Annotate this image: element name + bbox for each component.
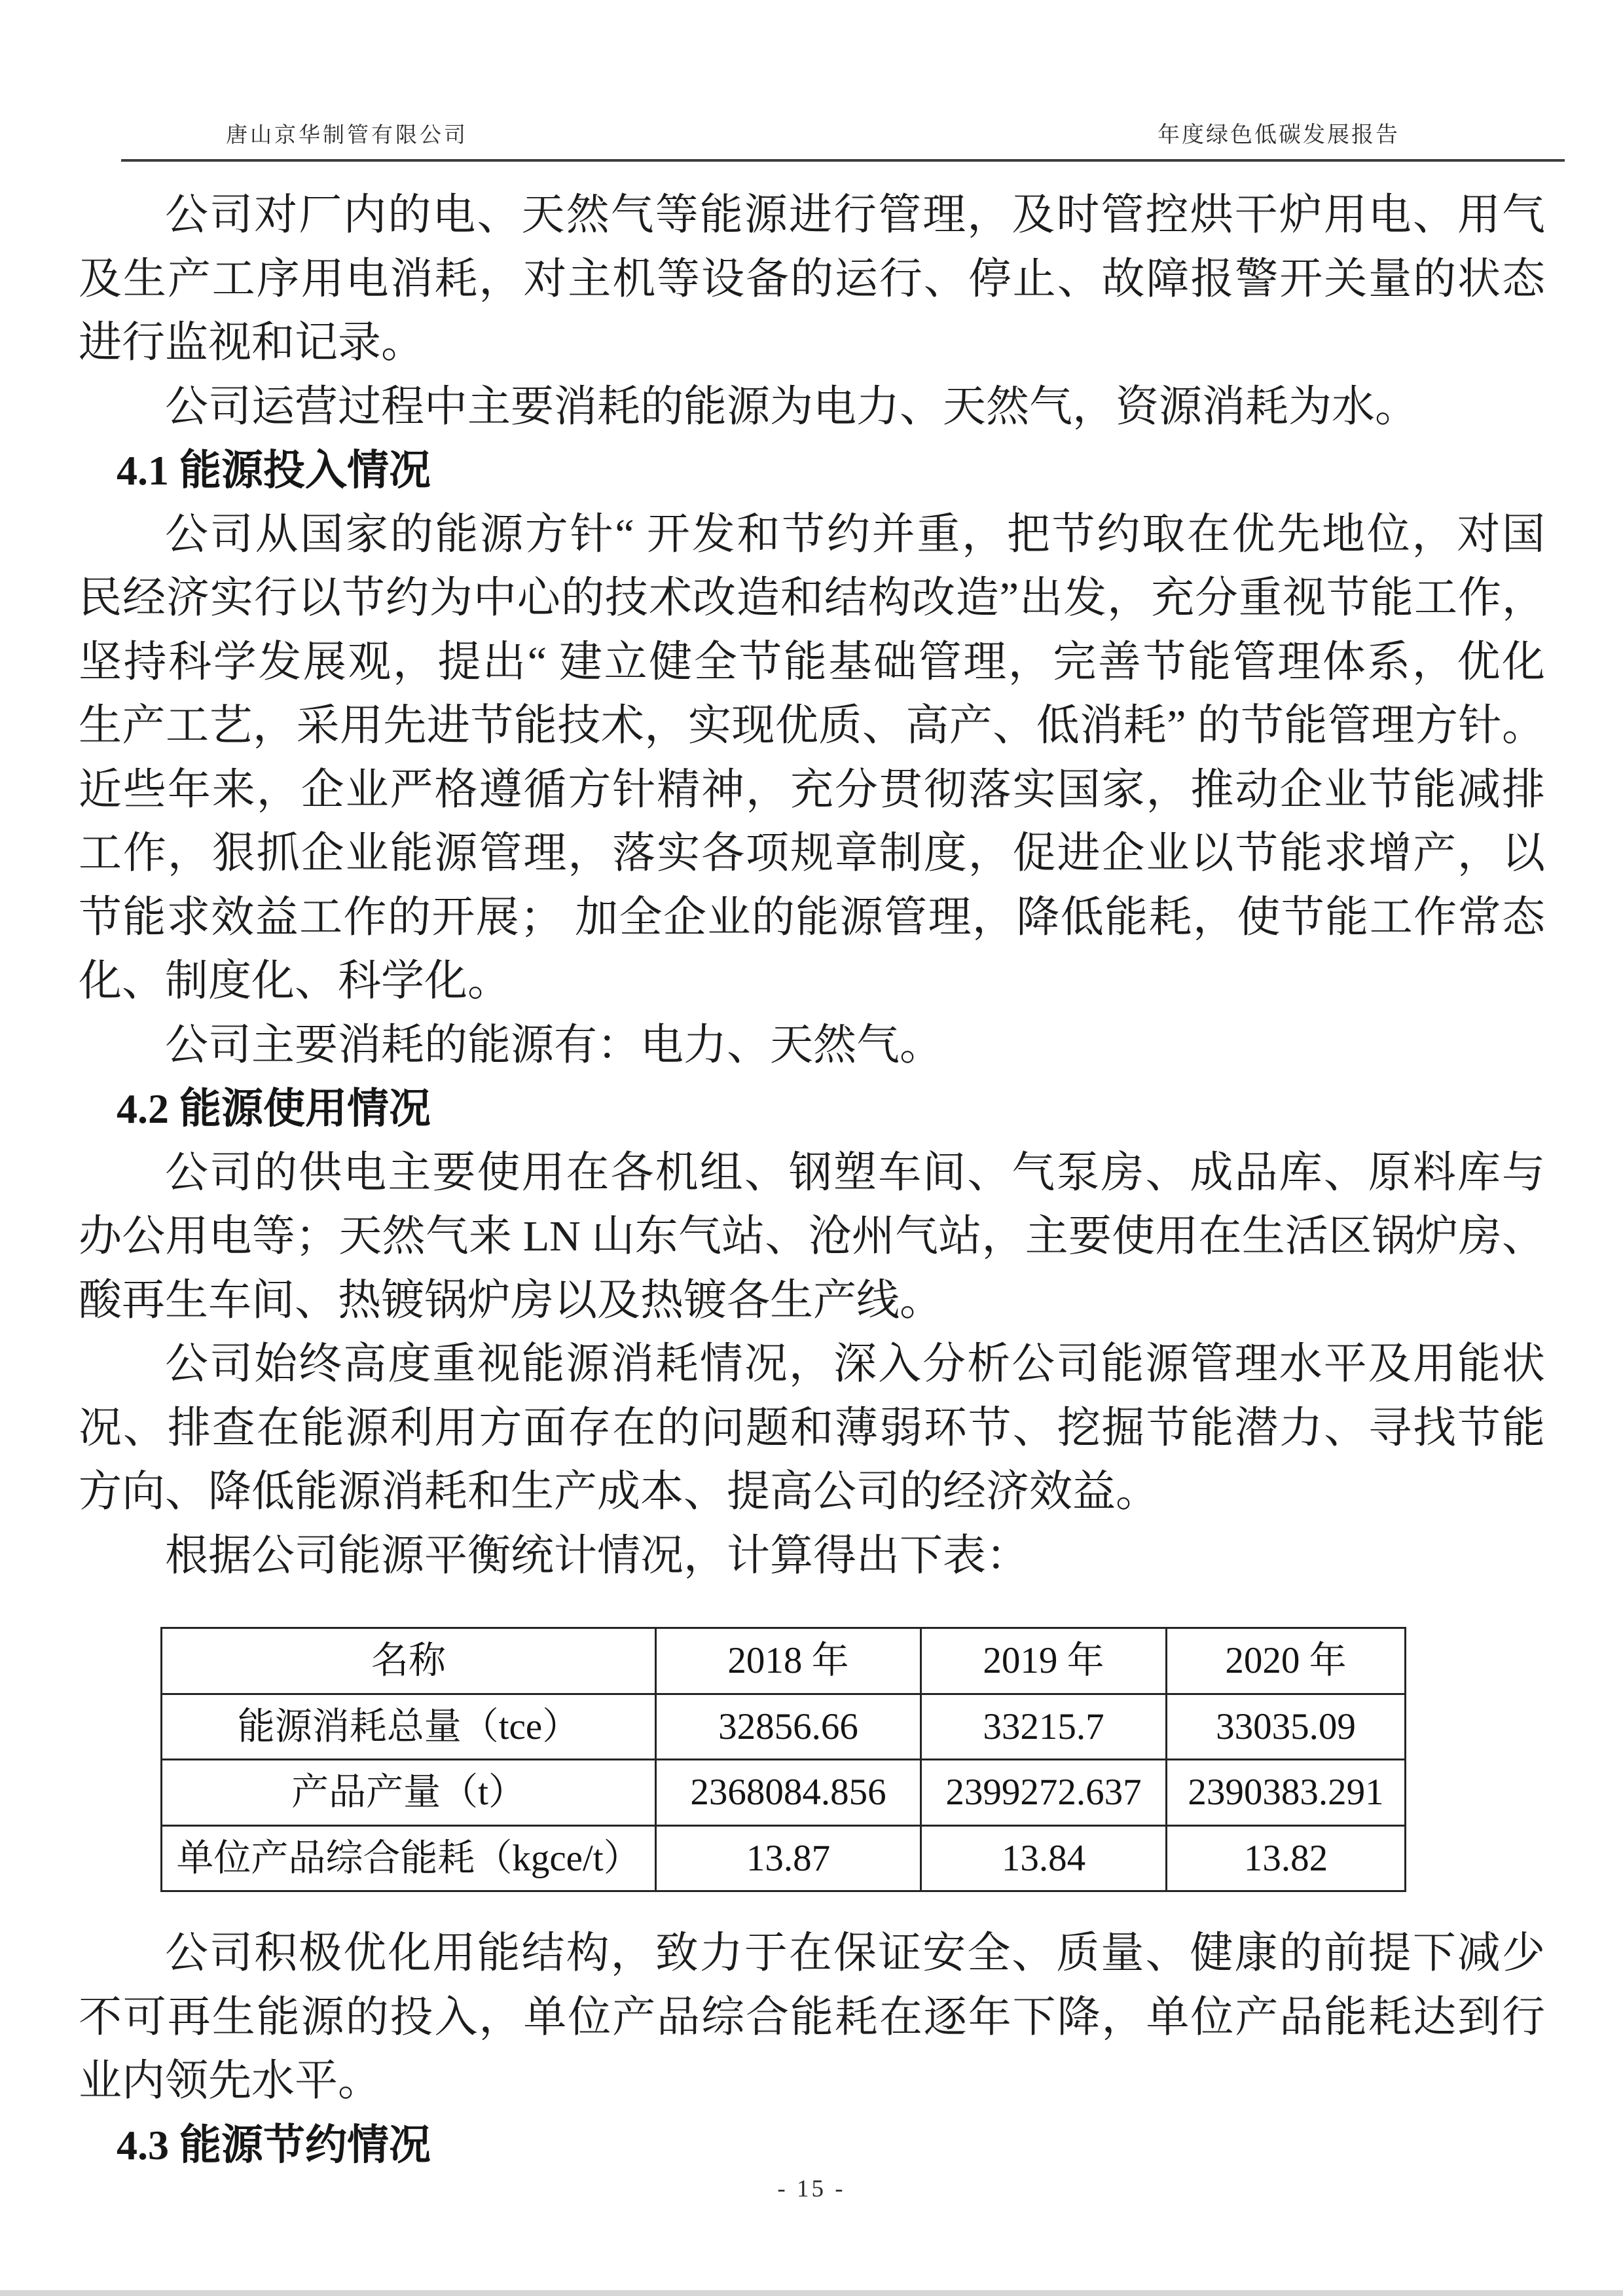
paragraph bbox=[79, 1141, 1545, 1333]
paragraph bbox=[79, 503, 1545, 1013]
table-cell: 32856.66 bbox=[656, 1694, 921, 1760]
paragraph-line: 生产工艺，采用先进节能技术，实现优质、高产、低消耗” 的节能管理方针。 bbox=[79, 702, 1545, 750]
page-body bbox=[79, 183, 1545, 2177]
paragraph bbox=[79, 375, 1545, 439]
section-heading-4-2: 4.2 能源使用情况 bbox=[117, 1085, 431, 1132]
scanner-edge-artifact bbox=[0, 2290, 1623, 2296]
section-heading-4-3: 4.3 能源节约情况 bbox=[117, 2121, 431, 2168]
paragraph-line: 不可再生能源的投入，单位产品综合能耗在逐年下降，单位产品能耗达到行 bbox=[79, 1993, 1545, 2041]
paragraph-line: 公司积极优化用能结构，致力于在保证安全、质量、健康的前提下减少 bbox=[165, 1929, 1545, 1977]
paragraph-line: 化、制度化、科学化。 bbox=[79, 957, 511, 1005]
table-row-label: 能源消耗总量（tce） bbox=[162, 1694, 656, 1760]
header-divider bbox=[121, 159, 1565, 162]
page-number: - 15 - bbox=[777, 2176, 846, 2202]
table-header-row bbox=[162, 1628, 1406, 1694]
table-row-label: 产品产量（t） bbox=[162, 1760, 656, 1826]
paragraph-line: 进行监视和记录。 bbox=[79, 319, 424, 367]
paragraph-line: 近些年来，企业严格遵循方针精神，充分贯彻落实国家，推动企业节能减排 bbox=[79, 765, 1545, 814]
table-column-header: 2020 年 bbox=[1167, 1628, 1406, 1694]
table-cell: 33035.09 bbox=[1167, 1694, 1406, 1760]
table-row bbox=[162, 1825, 1406, 1891]
header-company-name: 唐山京华制管有限公司 bbox=[226, 124, 468, 147]
paragraph-line: 业内领先水平。 bbox=[79, 2057, 381, 2105]
table-cell: 13.82 bbox=[1167, 1825, 1406, 1891]
paragraph-line: 公司始终高度重视能源消耗情况，深入分析公司能源管理水平及用能状 bbox=[165, 1340, 1545, 1388]
table-column-header: 2019 年 bbox=[921, 1628, 1167, 1694]
energy-balance-table bbox=[160, 1627, 1406, 1892]
paragraph bbox=[79, 183, 1545, 375]
section-heading-4-1: 4.1 能源投入情况 bbox=[117, 447, 431, 494]
paragraph-line: 公司主要消耗的能源有：电力、天然气。 bbox=[165, 1021, 943, 1069]
paragraph-line: 公司从国家的能源方针“ 开发和节约并重，把节约取在优先地位，对国 bbox=[165, 510, 1545, 558]
table-cell: 33215.7 bbox=[921, 1694, 1167, 1760]
paragraph-line: 办公用电等；天然气来 LN 山东气站、沧州气站，主要使用在生活区锅炉房、 bbox=[79, 1212, 1545, 1260]
table-row bbox=[162, 1760, 1406, 1826]
paragraph bbox=[79, 1332, 1545, 1524]
table-cell: 2399272.637 bbox=[921, 1760, 1167, 1826]
table-cell: 2390383.291 bbox=[1167, 1760, 1406, 1826]
table-column-header: 2018 年 bbox=[656, 1628, 921, 1694]
paragraph-line: 方向、降低能源消耗和生产成本、提高公司的经济效益。 bbox=[79, 1468, 1159, 1516]
paragraph-line: 民经济实行以节约为中心的技术改造和结构改造”出发，充分重视节能工作， bbox=[79, 574, 1545, 622]
paragraph bbox=[79, 1922, 1545, 2113]
header-report-title: 年度绿色低碳发展报告 bbox=[1158, 123, 1400, 147]
paragraph-line: 公司对厂内的电、天然气等能源进行管理，及时管控烘干炉用电、用气 bbox=[165, 191, 1545, 239]
paragraph-line: 况、排查在能源利用方面存在的问题和薄弱环节、挖掘节能潜力、寻找节能 bbox=[79, 1404, 1545, 1452]
paragraph-line: 坚持科学发展观，提出“ 建立健全节能基础管理，完善节能管理体系，优化 bbox=[79, 638, 1545, 686]
paragraph-line: 根据公司能源平衡统计情况，计算得出下表： bbox=[165, 1531, 1029, 1580]
paragraph-line: 酸再生车间、热镀锅炉房以及热镀各生产线。 bbox=[79, 1276, 943, 1324]
paragraph bbox=[79, 1013, 1545, 1078]
table-cell: 2368084.856 bbox=[656, 1760, 921, 1826]
table-column-header: 名称 bbox=[162, 1628, 656, 1694]
table-cell: 13.84 bbox=[921, 1825, 1167, 1891]
paragraph-line: 节能求效益工作的开展； 加全企业的能源管理，降低能耗，使节能工作常态 bbox=[79, 893, 1545, 941]
table-cell: 13.87 bbox=[656, 1825, 921, 1891]
table-row-label: 单位产品综合能耗（kgce/t） bbox=[162, 1825, 656, 1891]
paragraph-line: 公司的供电主要使用在各机组、钢塑车间、气泵房、成品库、原料库与 bbox=[165, 1148, 1545, 1197]
paragraph-line: 工作，狠抓企业能源管理，落实各项规章制度，促进企业以节能求增产，以 bbox=[79, 829, 1545, 877]
paragraph-line: 公司运营过程中主要消耗的能源为电力、天然气，资源消耗为水。 bbox=[165, 382, 1418, 431]
paragraph-line: 及生产工序用电消耗，对主机等设备的运行、停止、故障报警开关量的状态 bbox=[79, 255, 1545, 303]
paragraph bbox=[79, 1524, 1545, 1588]
table-row bbox=[162, 1694, 1406, 1760]
